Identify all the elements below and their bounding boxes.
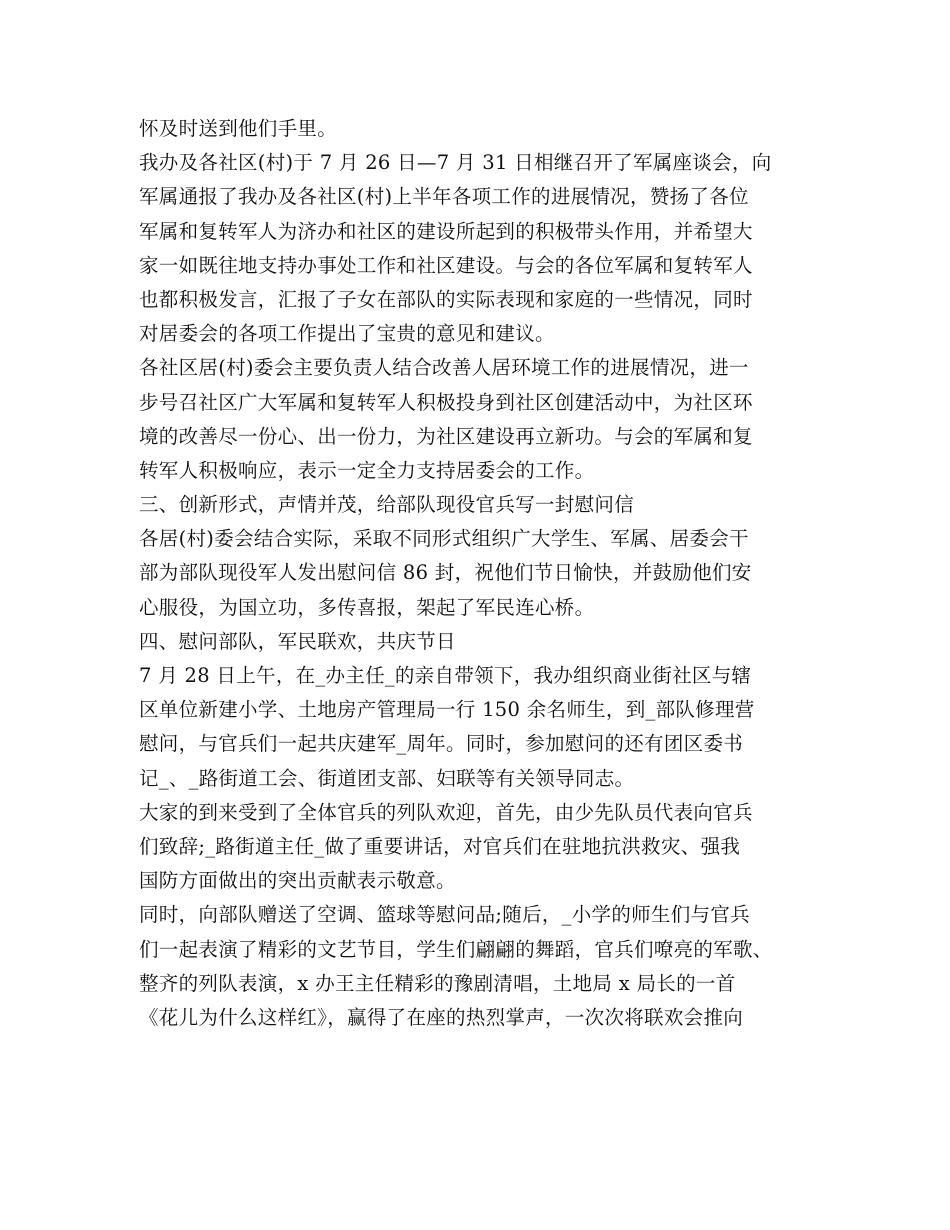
text-line: 我办及各社区(村)于 7 月 26 日—7 月 31 日相继召开了军属座谈会，向: [139, 151, 772, 175]
text-line: 各居(村)委会结合实际，采取不同形式组织广大学生、军属、居委会干: [139, 527, 749, 551]
text-line: 转军人积极响应，表示一定全力支持居委会的工作。: [139, 458, 595, 482]
text-line: 国防方面做出的突出贡献表示敬意。: [139, 869, 456, 893]
text-line: 《花儿为什么这样红》，赢得了在座的热烈掌声，一次次将联欢会推向: [139, 1005, 744, 1029]
text-line: 部为部队现役军人发出慰问信 86 封，祝他们节日愉快，并鼓励他们安: [139, 561, 752, 585]
text-line: 对居委会的各项工作提出了宝贵的意见和建议。: [139, 322, 555, 346]
text-line: 军属通报了我办及各社区(村)上半年各项工作的进展情况，赞扬了各位: [139, 185, 749, 209]
text-line: 各社区居(村)委会主要负责人结合改善人居环境工作的进展情况，进一: [139, 356, 749, 380]
text-line: 区单位新建小学、土地房产管理局一行 150 余名师生，到_部队修理营: [139, 698, 755, 722]
text-line: 步号召社区广大军属和复转军人积极投身到社区创建活动中，为社区环: [139, 390, 753, 414]
text-line: 慰问，与官兵们一起共庆建军_周年。同时，参加慰问的还有团区委书: [139, 732, 744, 756]
text-line: 整齐的列队表演，x 办王主任精彩的豫剧清唱，土地局 x 局长的一首: [139, 971, 736, 995]
text-line: 境的改善尽一份心、出一份力，为社区建设再立新功。与会的军属和复: [139, 424, 753, 448]
text-line: 心服役，为国立功，多传喜报，架起了军民连心桥。: [139, 595, 595, 619]
text-line: 们一起表演了精彩的文艺节目，学生们翩翩的舞蹈，官兵们嘹亮的军歌、: [139, 937, 773, 961]
document-body: [139, 112, 819, 1035]
text-line: 家一如既往地支持办事处工作和社区建设。与会的各位军属和复转军人: [139, 253, 753, 277]
text-line: 军属和复转军人为济办和社区的建设所起到的积极带头作用，并希望大: [139, 219, 753, 243]
text-line: 也都积极发言，汇报了子女在部队的实际表现和家庭的一些情况，同时: [139, 287, 753, 311]
text-line: 们致辞;_路街道主任_做了重要讲话，对官兵们在驻地抗洪救灾、强我: [139, 834, 741, 858]
text-line: 记_、_路街道工会、街道团支部、妇联等有关领导同志。: [139, 766, 635, 790]
text-line: 7 月 28 日上午，在_办主任_的亲自带领下，我办组织商业街社区与辖: [139, 664, 752, 687]
text-line: 怀及时送到他们手里。: [139, 117, 338, 140]
section-heading: 四、慰问部队，军民联欢，共庆节日: [139, 629, 456, 653]
text-line: 大家的到来受到了全体官兵的列队欢迎，首先，由少先队员代表向官兵: [139, 800, 753, 824]
text-line: 同时，向部队赠送了空调、篮球等慰问品;随后，_小学的师生们与官兵: [139, 903, 750, 927]
section-heading: 三、创新形式，声情并茂，给部队现役官兵写一封慰问信: [139, 493, 635, 517]
